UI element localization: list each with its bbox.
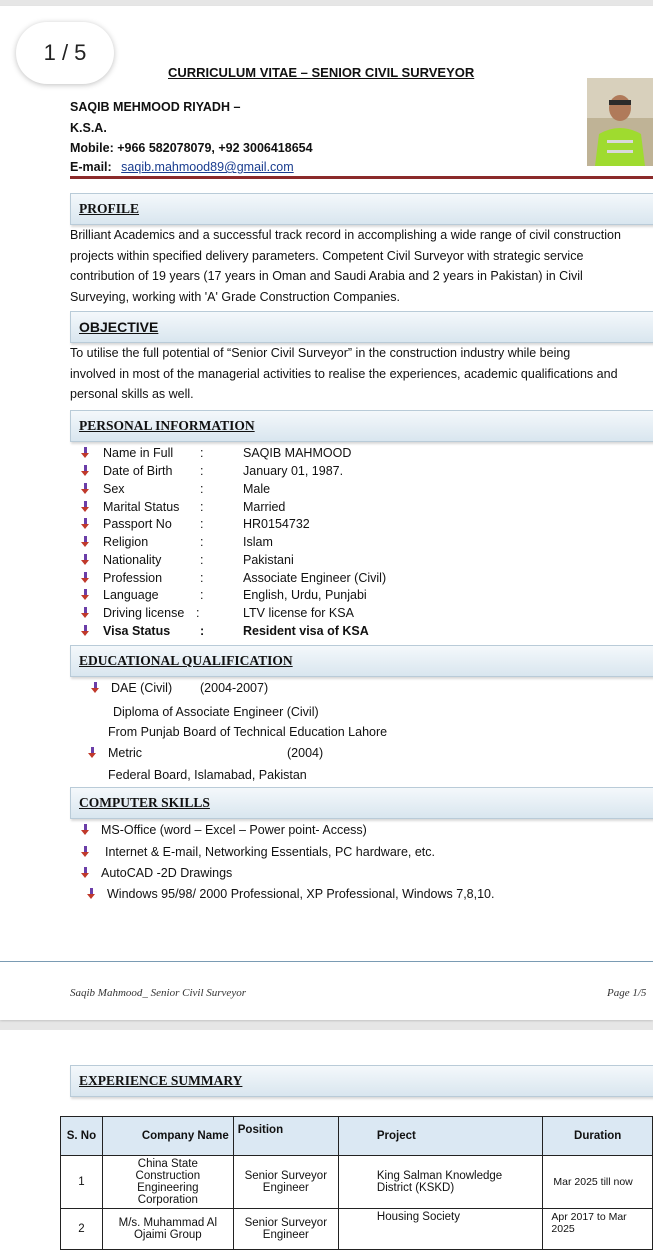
profile-text (70, 225, 653, 307)
pi-label: Sex (103, 482, 125, 496)
cell-project: King Salman Knowledge District (KSKD) (338, 1156, 543, 1209)
bullet-arrow-icon (90, 682, 101, 693)
pi-label: Visa Status (103, 624, 171, 638)
pi-colon: : (200, 482, 204, 496)
pi-value: Islam (243, 535, 273, 549)
cv-page-2 (0, 1030, 653, 1260)
candidate-email-row (70, 160, 294, 174)
table-row (61, 1156, 653, 1209)
list-item (80, 571, 101, 585)
dae-line-2: From Punjab Board of Technical Education Lahore (108, 725, 388, 739)
list-item (80, 517, 101, 531)
education-dae-item (90, 681, 172, 695)
col-position: Position (233, 1117, 338, 1156)
footer-divider (0, 961, 653, 962)
objective-line: personal skills as well. (70, 387, 194, 401)
bullet-arrow-icon (80, 447, 91, 458)
pi-value: SAQIB MAHMOOD (243, 446, 352, 460)
bullet-arrow-icon (80, 518, 91, 529)
bullet-arrow-icon (80, 589, 91, 600)
candidate-name: SAQIB MEHMOOD RIYADH – (70, 100, 241, 114)
cell-company: China State Construction Engineering Corporation (102, 1156, 233, 1209)
pi-colon: : (200, 517, 204, 531)
col-project: Project (338, 1117, 543, 1156)
footer-author: Saqib Mahmood_ Senior Civil Surveyor (70, 987, 246, 999)
bullet-arrow-icon (80, 824, 91, 835)
cell-duration: Apr 2017 to Mar 2025 (543, 1209, 653, 1250)
metric-year: (2004) (287, 746, 324, 760)
pi-colon: : (200, 535, 204, 549)
education-section-header (70, 645, 653, 677)
bullet-arrow-icon (80, 572, 91, 583)
pi-label: Marital Status (103, 500, 180, 514)
dae-title: DAE (Civil) (111, 681, 173, 695)
list-item (80, 624, 101, 638)
pi-label: Driving license (103, 606, 185, 620)
list-item (86, 887, 494, 901)
bullet-arrow-icon (80, 846, 91, 857)
list-item (80, 606, 101, 620)
footer-page-number: Page 1/5 (607, 987, 647, 999)
experience-heading: EXPERIENCE SUMMARY (79, 1073, 243, 1088)
objective-text (70, 343, 653, 405)
education-metric-item (87, 746, 142, 760)
table-header-row (61, 1117, 653, 1156)
skills-heading: COMPUTER SKILLS (79, 795, 210, 810)
dae-years: (2004-2007) (200, 681, 269, 695)
email-label: E-mail: (70, 160, 112, 174)
profile-line: Surveying, working with 'A' Grade Construction Companies. (70, 289, 400, 304)
pi-label: Language (103, 588, 159, 602)
profile-photo (587, 78, 653, 166)
pi-value: English, Urdu, Punjabi (243, 588, 367, 602)
bullet-arrow-icon (80, 465, 91, 476)
candidate-location: K.S.A. (70, 121, 107, 135)
candidate-mobile: Mobile: +966 582078079, +92 3006418654 (70, 141, 313, 155)
bullet-arrow-icon (80, 867, 91, 878)
skill-text: MS-Office (word – Excel – Power point- Access) (101, 823, 367, 837)
cell-duration: Mar 2025 till now (543, 1156, 653, 1209)
page-indicator: 1 / 5 (16, 22, 114, 84)
bullet-arrow-icon (80, 607, 91, 618)
bullet-arrow-icon (87, 747, 98, 758)
pi-value: HR0154732 (243, 517, 310, 531)
list-item (80, 553, 101, 567)
pi-colon: : (200, 553, 204, 567)
metric-title: Metric (108, 746, 143, 760)
profile-photo-image (587, 78, 653, 166)
skill-text: Windows 95/98/ 2000 Professional, XP Professional, Windows 7,8,10. (107, 887, 495, 901)
pi-colon: : (200, 588, 204, 602)
pi-colon: : (200, 500, 204, 514)
bullet-arrow-icon (86, 888, 97, 899)
header-divider (70, 176, 653, 179)
profile-heading: PROFILE (79, 201, 140, 216)
list-item (80, 446, 101, 460)
cell-project: Housing Society (338, 1209, 543, 1250)
pi-colon: : (200, 571, 204, 585)
pi-label: Religion (103, 535, 149, 549)
skill-text: Internet & E-mail, Networking Essentials, PC hardware, etc. (105, 845, 435, 859)
profile-line: projects within specified delivery parameters. Competent Civil Surveyor with strategic service (70, 248, 584, 263)
objective-line: involved in most of the managerial activities to realise the experiences, academic qualifications and (70, 366, 618, 381)
cv-page-1 (0, 6, 653, 1020)
list-item (80, 588, 101, 602)
pi-label: Nationality (103, 553, 162, 567)
pi-label: Name in Full (103, 446, 174, 460)
experience-table (60, 1116, 653, 1250)
bullet-arrow-icon (80, 483, 91, 494)
pi-label: Date of Birth (103, 464, 173, 478)
metric-line-1: Federal Board, Islamabad, Pakistan (108, 768, 307, 782)
objective-heading: OBJECTIVE (79, 319, 159, 335)
skills-section-header (70, 787, 653, 819)
list-item (80, 482, 101, 496)
cell-company: M/s. Muhammad Al Ojaimi Group (102, 1209, 233, 1250)
pi-value: Associate Engineer (Civil) (243, 571, 387, 585)
pi-value: January 01, 1987. (243, 464, 344, 478)
list-item (80, 464, 101, 478)
profile-line: contribution of 19 years (17 years in Oman and Saudi Arabia and 2 years in Pakistan) in Civil (70, 269, 583, 283)
list-item (80, 866, 232, 880)
profile-line: Brilliant Academics and a successful track record in accomplishing a wide range of civil construction (70, 228, 621, 242)
experience-section-header (70, 1065, 653, 1097)
list-item (80, 845, 435, 859)
list-item (80, 535, 101, 549)
pi-value: Male (243, 482, 271, 496)
skill-text: AutoCAD -2D Drawings (101, 866, 233, 880)
objective-section-header (70, 311, 653, 343)
education-heading: EDUCATIONAL QUALIFICATION (79, 653, 293, 668)
pi-value: Pakistani (243, 553, 294, 567)
bullet-arrow-icon (80, 554, 91, 565)
objective-line: To utilise the full potential of “Senior Civil Surveyor” in the construction industry while being (70, 346, 571, 360)
table-row (61, 1209, 653, 1250)
email-link[interactable]: saqib.mahmood89@gmail.com (121, 160, 294, 174)
pi-label: Passport No (103, 517, 172, 531)
col-company: Company Name (102, 1117, 233, 1156)
pi-colon: : (200, 464, 204, 478)
col-sno: S. No (61, 1117, 103, 1156)
cell-position: Senior Surveyor Engineer (233, 1209, 338, 1250)
pi-value: Married (243, 500, 286, 514)
bullet-arrow-icon (80, 536, 91, 547)
list-item (80, 823, 367, 837)
bullet-arrow-icon (80, 625, 91, 636)
profile-section-header (70, 193, 653, 225)
list-item (80, 500, 101, 514)
pi-value: LTV license for KSA (243, 606, 354, 620)
dae-line-1: Diploma of Associate Engineer (Civil) (113, 705, 319, 719)
bullet-arrow-icon (80, 501, 91, 512)
cell-sno: 2 (61, 1209, 103, 1250)
cell-position: Senior Surveyor Engineer (233, 1156, 338, 1209)
pi-colon: : (200, 624, 205, 638)
pi-label: Profession (103, 571, 163, 585)
pi-value: Resident visa of KSA (243, 624, 369, 638)
pi-colon: : (196, 606, 200, 620)
cell-sno: 1 (61, 1156, 103, 1209)
col-duration: Duration (543, 1117, 653, 1156)
pi-colon: : (200, 446, 204, 460)
personal-section-header (70, 410, 653, 442)
personal-heading: PERSONAL INFORMATION (79, 418, 255, 433)
document-title: CURRICULUM VITAE – SENIOR CIVIL SURVEYOR (168, 65, 475, 80)
